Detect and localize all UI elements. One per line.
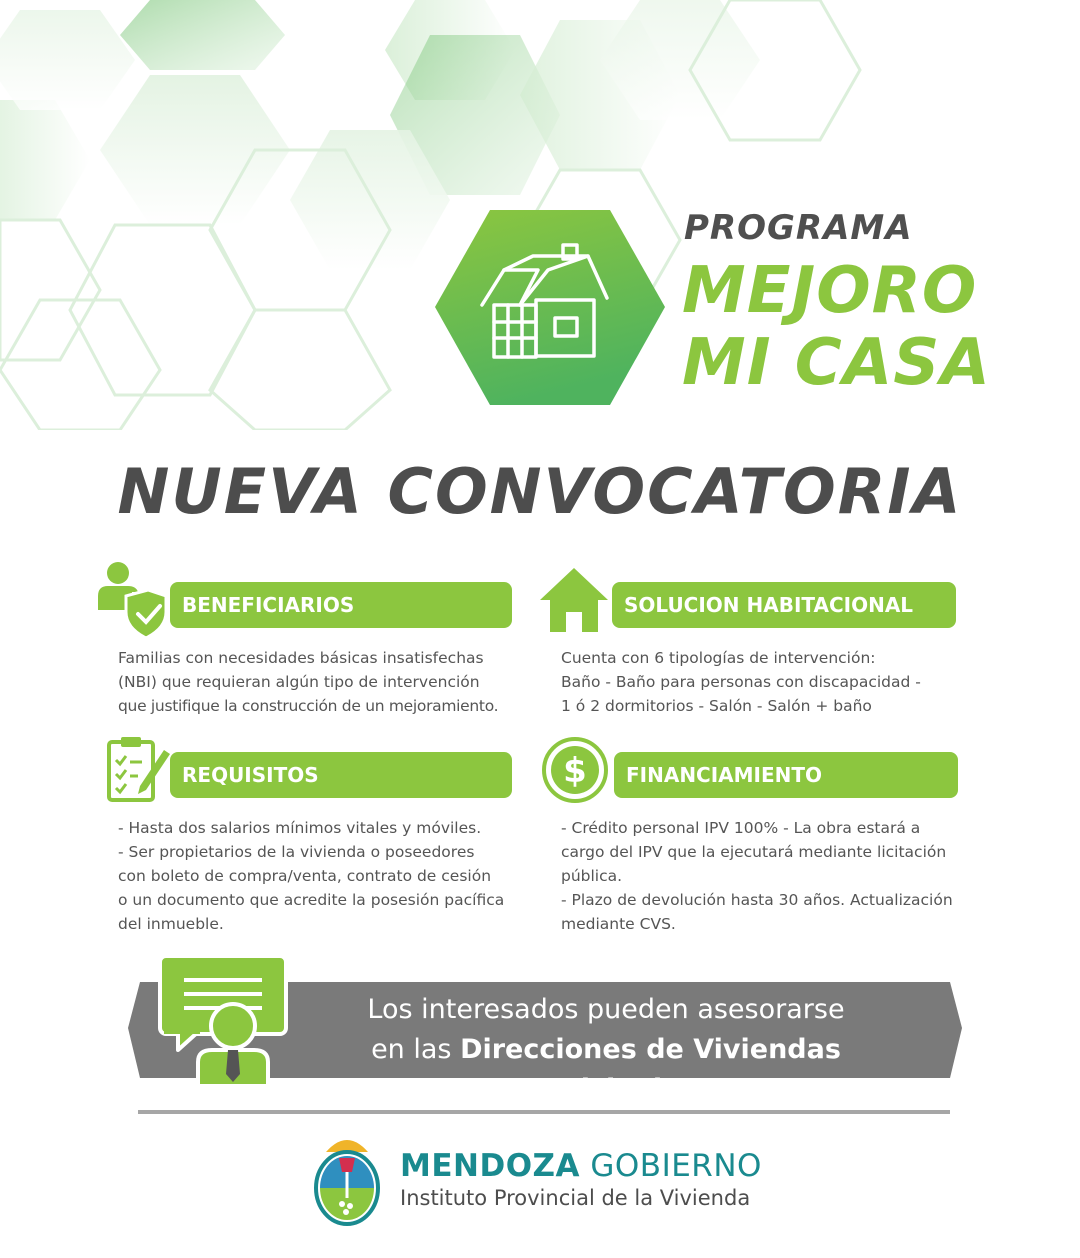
beneficiarios-text xyxy=(118,646,498,718)
banner-line1: Los interesados pueden asesorarse xyxy=(367,994,845,1025)
headline: NUEVA CONVOCATORIA xyxy=(117,455,963,528)
financiamiento-text xyxy=(561,816,953,936)
requisitos-line: del inmueble. xyxy=(118,915,224,933)
beneficiarios-line: (NBI) que requieran algún tipo de intervención xyxy=(118,673,480,691)
svg-text:$: $ xyxy=(563,751,587,791)
beneficiary-icon xyxy=(96,560,168,640)
program-title-line1: MEJORO xyxy=(682,254,978,328)
financiamiento-line: mediante CVS. xyxy=(561,915,676,933)
requisitos-line: - Ser propietarios de la vivienda o poseedores xyxy=(118,843,475,861)
banner-text xyxy=(276,990,936,1110)
institute-name: Instituto Provincial de la Vivienda xyxy=(400,1186,751,1210)
solucion-line: Baño - Baño para personas con discapacidad - xyxy=(561,673,921,691)
dollar-coin-icon xyxy=(541,736,609,804)
program-title xyxy=(682,255,1042,399)
program-title-line2: MI CASA xyxy=(682,326,991,400)
financiamiento-title: FINANCIAMIENTO xyxy=(626,763,823,787)
requisitos-text xyxy=(118,816,504,936)
home-icon xyxy=(538,566,610,634)
mendoza-coat-of-arms-icon xyxy=(312,1130,382,1226)
financiamiento-line: - Crédito personal IPV 100% - La obra estará a xyxy=(561,819,921,837)
requisitos-header xyxy=(170,752,512,798)
bg-hexagon xyxy=(120,0,285,70)
banner-line2-prefix: en las xyxy=(371,1034,461,1065)
program-label: PROGRAMA xyxy=(684,208,913,248)
beneficiarios-title: BENEFICIARIOS xyxy=(182,593,355,617)
requisitos-line: - Hasta dos salarios mínimos vitales y móviles. xyxy=(118,819,482,837)
bg-hexagon xyxy=(0,10,135,110)
org-name-bold: MENDOZA xyxy=(400,1148,581,1184)
org-name xyxy=(400,1148,762,1184)
solucion-title: SOLUCION HABITACIONAL xyxy=(624,593,914,617)
clipboard-checklist-icon xyxy=(106,736,172,804)
beneficiarios-line: que justifique la construcción de un mejoramiento. xyxy=(118,697,499,715)
banner-line2-bold: Direcciones de Viviendas Municipales xyxy=(460,1034,841,1105)
solucion-text xyxy=(561,646,921,718)
financiamiento-line: pública. xyxy=(561,867,623,885)
program-hexagon xyxy=(435,210,665,405)
financiamiento-line: - Plazo de devolución hasta 30 años. Actualización xyxy=(561,891,953,909)
financiamiento-header xyxy=(614,752,958,798)
solucion-line: Cuenta con 6 tipologías de intervención: xyxy=(561,649,876,667)
bg-hexagon xyxy=(0,100,90,220)
solucion-header xyxy=(612,582,956,628)
requisitos-line: o un documento que acredite la posesión pacífica xyxy=(118,891,505,909)
solucion-line: 1 ó 2 dormitorios - Salón - Salón + baño xyxy=(561,697,872,715)
beneficiarios-header xyxy=(170,582,512,628)
requisitos-line: con boleto de compra/venta, contrato de cesión xyxy=(118,867,492,885)
requisitos-title: REQUISITOS xyxy=(182,763,319,787)
banner-line2 xyxy=(276,1030,936,1110)
org-name-regular: GOBIERNO xyxy=(580,1148,762,1184)
beneficiarios-line: Familias con necesidades básicas insatisfechas xyxy=(118,649,484,667)
footer-divider xyxy=(138,1110,950,1114)
financiamiento-line: cargo del IPV que la ejecutará mediante licitación xyxy=(561,843,947,861)
